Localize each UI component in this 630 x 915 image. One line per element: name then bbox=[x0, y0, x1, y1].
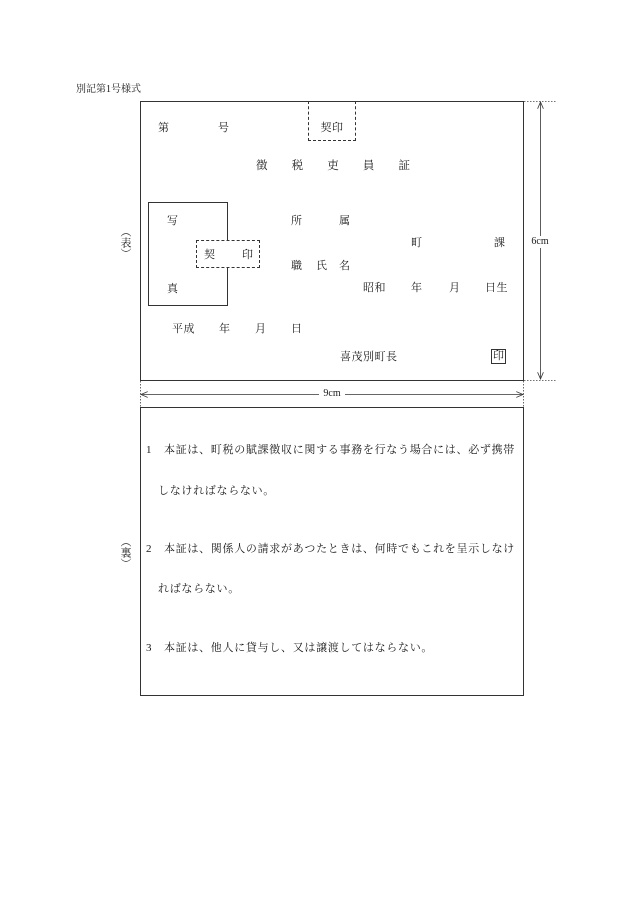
back-card bbox=[140, 407, 524, 696]
back-side-label: （裏） bbox=[119, 536, 131, 569]
photo-top-char: 写 bbox=[167, 215, 178, 227]
name-label-char: 名 bbox=[339, 260, 350, 272]
title-char: 員 bbox=[362, 160, 375, 172]
town-suffix: 町 bbox=[411, 237, 422, 249]
birth-day: 日生 bbox=[485, 282, 508, 294]
birth-year: 年 bbox=[411, 282, 422, 294]
name-label-char: 氏 bbox=[316, 260, 327, 272]
number-suffix: 号 bbox=[218, 122, 229, 134]
clause-number: 2 bbox=[146, 543, 152, 555]
name-label-char: 職 bbox=[291, 260, 302, 272]
front-side-label: （表） bbox=[119, 226, 131, 259]
issue-day: 日 bbox=[291, 323, 302, 335]
clause-continuation: しなければならない。 bbox=[158, 485, 275, 497]
front-card bbox=[140, 101, 524, 381]
height-dimension-label: 6cm bbox=[529, 236, 551, 248]
issue-era: 平成 bbox=[172, 323, 195, 335]
number-prefix: 第 bbox=[158, 122, 169, 134]
top-seal-text: 契印 bbox=[320, 122, 344, 134]
card-title bbox=[256, 160, 410, 172]
form-label: 別記第1号様式 bbox=[76, 84, 141, 95]
photo-seal-left-char: 契 bbox=[204, 249, 215, 261]
clause-number: 3 bbox=[146, 642, 152, 654]
clause-text: 本証は、関係人の請求があつたときは、何時でもこれを呈示しなけ bbox=[164, 543, 515, 555]
section-suffix: 課 bbox=[494, 237, 505, 249]
clause-continuation: ればならない。 bbox=[158, 583, 240, 595]
issue-year: 年 bbox=[219, 323, 230, 335]
issue-month: 月 bbox=[255, 323, 266, 335]
clause-text: 本証は、町税の賦課徴収に関する事務を行なう場合には、必ず携帯 bbox=[164, 444, 515, 456]
top-seal-box bbox=[308, 101, 356, 141]
issuer-seal: 印 bbox=[493, 350, 504, 362]
birth-month: 月 bbox=[449, 282, 460, 294]
title-char: 税 bbox=[291, 160, 304, 172]
photo-seal-box bbox=[196, 240, 260, 268]
clause-number: 1 bbox=[146, 444, 152, 456]
title-char: 徴 bbox=[256, 160, 268, 172]
clause-text: 本証は、他人に貸与し、又は譲渡してはならない。 bbox=[164, 642, 434, 654]
affiliation-label-char: 所 bbox=[291, 215, 302, 227]
issuer-name: 喜茂別町長 bbox=[340, 351, 398, 363]
title-char: 証 bbox=[398, 160, 410, 172]
photo-bottom-char: 真 bbox=[167, 283, 178, 295]
title-char: 吏 bbox=[327, 160, 339, 172]
birth-era: 昭和 bbox=[363, 282, 386, 294]
affiliation-label-char: 属 bbox=[339, 215, 350, 227]
photo-seal-right-char: 印 bbox=[242, 249, 253, 261]
width-dimension-label: 9cm bbox=[319, 388, 345, 400]
